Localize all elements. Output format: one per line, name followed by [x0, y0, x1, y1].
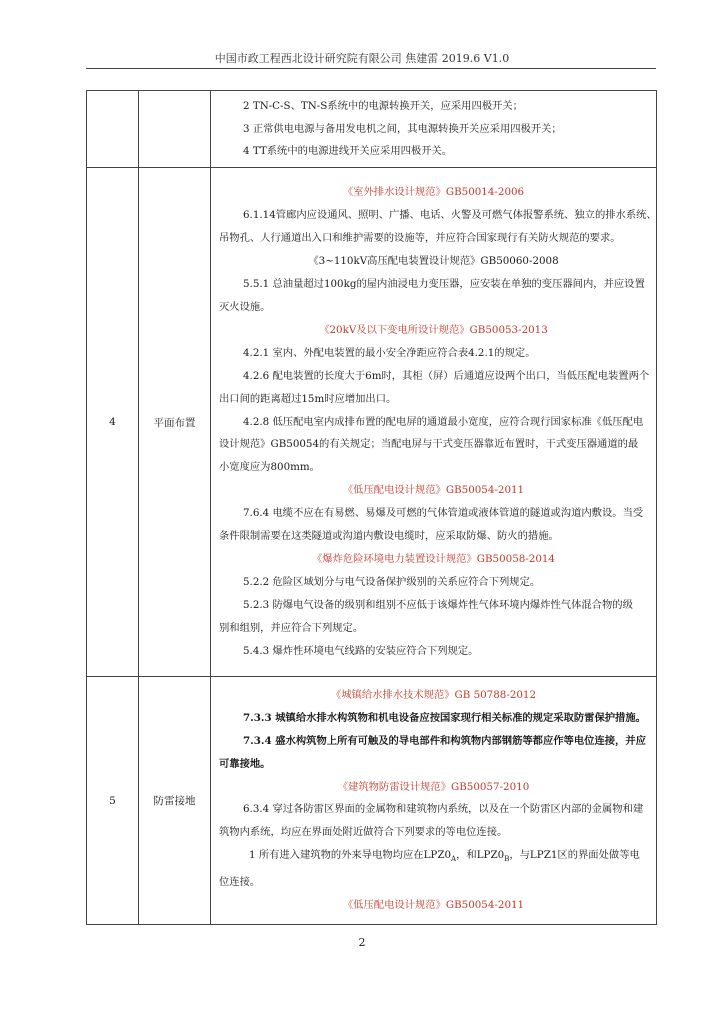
content-line: 5.4.3 爆炸性环境电气线路的安装应符合下列规定。: [243, 644, 479, 657]
row-content: [211, 677, 657, 925]
content-line: 4.2.8 低压配电室内成排布置的配电屏的通道最小宽度，应符合现行国家标准《低压配电: [243, 415, 644, 428]
table-row: [87, 91, 657, 168]
content-line: 设计规范》GB50054的有关规定；当配电屏与干式变压器靠近布置时，干式变压器通道的最: [219, 438, 639, 451]
content-line: 7.6.4 电缆不应在有易燃、易爆及可燃的气体管道或液体管道的隧道或沟道内敷设。当受: [243, 507, 644, 520]
content-line: 4.2.6 配电装置的长度大于6m时，其柜（屏）后通道应设两个出口，当低压配电装置两个: [243, 369, 650, 382]
standard-title: 《低压配电设计规范》GB50054-2011: [342, 899, 525, 912]
standard-title: 《3~110kV高压配电装置设计规范》GB50060-2008: [308, 255, 559, 268]
content-line: 别和组别，并应符合下列规定。: [219, 621, 364, 634]
page-number: 2: [358, 936, 366, 949]
standard-title: 《爆炸危险环境电力装置设计规范》GB50058-2014: [312, 552, 555, 565]
content-line: 3 正常供电电源与备用发电机之间，其电源转换开关应采用四极开关；: [243, 122, 562, 135]
content-line: 吊物孔、人行通道出入口和维护需要的设施等，并应符合国家现行有关防火规范的要求。: [219, 232, 621, 245]
content-line: 筑物内系统，均应在界面处附近做符合下列要求的等电位连接。: [219, 826, 508, 839]
standard-title: 《20kV及以下变电所设计规范》GB50053-2013: [319, 323, 548, 336]
table-row: [87, 168, 657, 677]
text-fragment: 1 所有进入建筑物的外来导电物均应在LPZ0: [249, 849, 452, 862]
content-line: 7.3.3 城镇给水排水构筑物和机电设备应按国家现行相关标准的规定采取防雷保护措施。: [243, 711, 646, 724]
content-line: 小宽度应为800mm。: [219, 461, 320, 474]
content-line: 出口间的距离超过15m时应增加出口。: [219, 392, 397, 405]
header-rule: [86, 68, 656, 69]
row-number: 5: [87, 677, 139, 925]
content-line: 5.2.2 危险区域划分与电气设备保护级别的关系应符合下列规定。: [243, 575, 541, 588]
content-line: 5.5.1 总油量超过100kg的屋内油浸电力变压器，应安装在单独的变压器间内，并应设置: [243, 278, 645, 291]
row-content: [211, 91, 657, 168]
text-fragment: ，与LPZ1区的界面处做等电: [509, 849, 640, 862]
standard-title: 《室外排水设计规范》GB50014-2006: [342, 186, 525, 199]
row-number: [87, 91, 139, 168]
standard-title: 《低压配电设计规范》GB50054-2011: [342, 484, 525, 497]
content-line: 4.2.1 室内、外配电装置的最小安全净距应符合表4.2.1的规定。: [243, 346, 536, 359]
subscript: A: [451, 855, 457, 864]
text-fragment: ，和LPZ0: [456, 849, 505, 862]
row-content: [211, 168, 657, 677]
row-category: 平面布置: [139, 168, 211, 677]
content-line: 7.3.4 盛水构筑物上所有可触及的导电部件和构筑物内部钢筋等都应作等电位连接，并应: [243, 734, 646, 747]
content-line: 可靠接地。: [219, 757, 271, 770]
content-line: 4 TT系统中的电源进线开关应采用四极开关。: [243, 145, 453, 158]
content-line: 6.1.14管廊内应设通风、照明、广播、电话、火警及可燃气体报警系统、独立的排水系统、: [243, 209, 657, 222]
standards-table: [86, 90, 657, 925]
content-line: 5.2.3 防爆电气设备的级别和组别不应低于该爆炸性气体环境内爆炸性气体混合物的级: [243, 598, 633, 611]
content-line: 位连接。: [219, 876, 261, 889]
content-line: 6.3.4 穿过各防雷区界面的金属物和建筑物内系统，以及在一个防雷区内部的金属物和建: [243, 803, 644, 816]
subscript: B: [504, 855, 510, 864]
content-line: 2 TN-C-S、TN-S系统中的电源转换开关，应采用四极开关；: [243, 99, 523, 112]
content-line: 灭火设施。: [219, 301, 271, 314]
standard-title: 《建筑物防雷设计规范》GB50057-2010: [337, 780, 530, 793]
table-row: [87, 677, 657, 925]
row-category: [139, 91, 211, 168]
standard-title: 《城镇给水排水技术规范》GB 50788-2012: [330, 688, 537, 701]
content-line: [219, 844, 648, 871]
row-category: 防雷接地: [139, 677, 211, 925]
content-line: 条件限制需要在这类隧道或沟道内敷设电缆时，应采取防爆、防火的措施。: [219, 530, 559, 543]
page-header: 中国市政工程西北设计研究院有限公司 焦建雷 2019.6 V1.0: [214, 52, 510, 65]
row-number: 4: [87, 168, 139, 677]
